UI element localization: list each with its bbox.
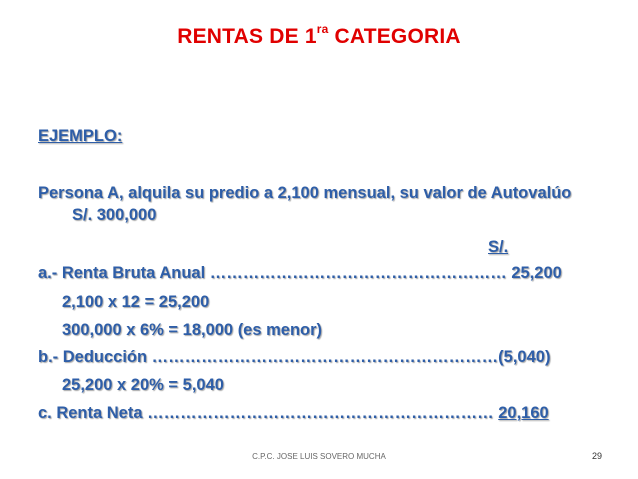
renta-neta-label: c. Renta Neta ……………………………………………………… <box>38 404 499 422</box>
title-rest: CATEGORIA <box>328 25 461 48</box>
footer-author: C.P.C. JOSE LUIS SOVERO MUCHA <box>252 452 386 461</box>
example-heading: EJEMPLO: <box>38 127 123 145</box>
renta-neta-value: 20,160 <box>498 404 549 422</box>
currency-header: S/. <box>488 238 509 256</box>
calc-deduccion: 25,200 x 20% = 5,040 <box>62 376 224 394</box>
autovaluo-amount: S/. 300,000 <box>72 206 157 224</box>
page-number: 29 <box>592 451 603 461</box>
slide-title <box>0 24 638 49</box>
renta-bruta-line: a.- Renta Bruta Anual ……………………………………………… 25,200 <box>38 264 562 282</box>
calc-monthly: 2,100 x 12 = 25,200 <box>62 293 210 311</box>
problem-statement: Persona A, alquila su predio a 2,100 mensual, su valor de Autovalúo <box>38 184 572 202</box>
deduccion-line: b.- Deducción ………………………………………………………(5,040) <box>38 348 551 366</box>
renta-neta-line <box>38 404 549 423</box>
calc-autovaluo: 300,000 x 6% = 18,000 (es menor) <box>62 321 323 339</box>
title-superscript: ra <box>316 22 329 36</box>
title-main: RENTAS DE 1 <box>177 25 317 48</box>
